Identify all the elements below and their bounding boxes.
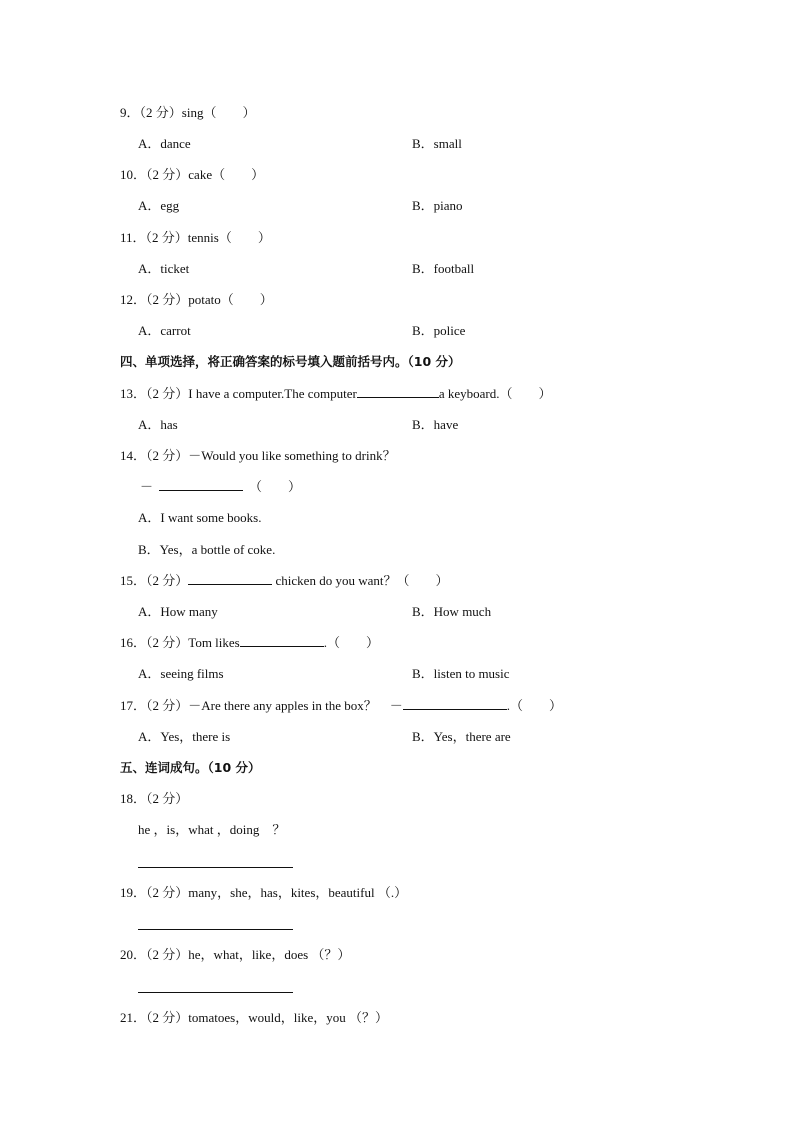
answer-blank[interactable] — [357, 385, 439, 398]
q19-answer-line[interactable] — [138, 929, 293, 930]
q9-option-b: B．small — [412, 136, 462, 151]
question-score: （2 分） — [146, 635, 189, 650]
question-score: （2 分） — [146, 386, 189, 401]
question-number: 21． — [120, 1010, 147, 1025]
q15-option-a: A．How many — [138, 604, 218, 619]
question-11 — [120, 229, 271, 247]
question-number: 11． — [120, 230, 146, 245]
question-17 — [120, 697, 562, 715]
question-20 — [120, 946, 350, 964]
q11-option-b: B．football — [412, 261, 475, 276]
question-number: 12． — [120, 292, 147, 307]
question-text: he，what，like，does （？） — [188, 947, 351, 962]
question-14-answer-line — [140, 478, 301, 496]
question-16 — [120, 634, 379, 652]
question-score: （2 分） — [146, 791, 189, 806]
section-5-heading: 五、连词成句。（10 分） — [120, 760, 261, 775]
answer-blank[interactable] — [159, 478, 243, 491]
question-text: tennis（ ） — [187, 230, 271, 245]
question-text: tomatoes，would，like，you （？） — [188, 1010, 388, 1025]
question-text-post: .（ ） — [323, 635, 379, 650]
question-score: （2 分） — [146, 1010, 189, 1025]
question-score: （2 分） — [139, 105, 182, 120]
question-number: 16． — [120, 635, 147, 650]
question-text-post: chicken do you want？（ ） — [272, 573, 449, 588]
q12-option-a: A．carrot — [138, 323, 191, 338]
dash: － — [140, 479, 154, 494]
paren: （ ） — [249, 479, 302, 494]
question-text: many，she，has，kites，beautiful （.） — [188, 885, 408, 900]
question-number: 17． — [120, 698, 147, 713]
question-number: 20． — [120, 947, 147, 962]
q14-option-a: A．I want some books. — [138, 510, 262, 525]
question-15 — [120, 572, 448, 590]
question-score: （2 分） — [146, 947, 189, 962]
question-number: 9． — [120, 105, 140, 120]
q13-option-a: A．has — [138, 417, 178, 432]
q15-option-b: B．How much — [412, 604, 492, 619]
question-12 — [120, 291, 273, 309]
question-13 — [120, 385, 552, 403]
question-number: 18． — [120, 791, 147, 806]
q17-option-a: A．Yes，there is — [138, 729, 231, 744]
question-text: －Would you like something to drink？ — [188, 448, 396, 463]
question-10 — [120, 166, 264, 184]
q12-option-b: B．police — [412, 323, 466, 338]
question-text-post: a keyboard.（ ） — [438, 386, 552, 401]
question-number: 13． — [120, 386, 147, 401]
answer-blank[interactable] — [240, 634, 324, 647]
question-18 — [120, 790, 188, 808]
q11-option-a: A．ticket — [138, 261, 190, 276]
question-14 — [120, 447, 396, 465]
question-score: （2 分） — [146, 698, 189, 713]
question-score: （2 分） — [146, 167, 189, 182]
question-score: （2 分） — [146, 573, 189, 588]
q10-option-b: B．piano — [412, 198, 463, 213]
q17-option-b: B．Yes，there are — [412, 729, 511, 744]
q9-option-a: A．dance — [138, 136, 191, 151]
question-number: 14． — [120, 448, 147, 463]
section-4-heading: 四、单项选择，将正确答案的标号填入题前括号内。（10 分） — [120, 354, 461, 369]
question-score: （2 分） — [146, 292, 189, 307]
q18-answer-line[interactable] — [138, 867, 293, 868]
question-number: 15． — [120, 573, 147, 588]
q16-option-a: A．seeing films — [138, 666, 224, 681]
question-19 — [120, 884, 407, 902]
question-score: （2 分） — [146, 885, 189, 900]
question-number: 19． — [120, 885, 147, 900]
q14-option-b: B．Yes，a bottle of coke. — [138, 542, 276, 557]
question-score: （2 分） — [146, 448, 189, 463]
question-text-post: .（ ） — [506, 698, 562, 713]
q18-words: he ，is，what ，doing ？ — [138, 822, 286, 837]
q20-answer-line[interactable] — [138, 992, 293, 993]
q16-option-b: B．listen to music — [412, 666, 510, 681]
answer-blank[interactable] — [403, 697, 507, 710]
question-score: （2 分） — [145, 230, 188, 245]
question-text: sing（ ） — [181, 105, 256, 120]
question-text-pre: Tom likes — [188, 635, 240, 650]
question-text-pre: I have a computer.The computer — [188, 386, 357, 401]
question-text: cake（ ） — [188, 167, 265, 182]
question-21 — [120, 1009, 388, 1027]
question-text-pre: －Are there any apples in the box？ － — [188, 698, 403, 713]
answer-blank[interactable] — [188, 572, 272, 585]
question-number: 10． — [120, 167, 147, 182]
question-text: potato（ ） — [188, 292, 273, 307]
q13-option-b: B．have — [412, 417, 459, 432]
question-9 — [120, 104, 255, 122]
q10-option-a: A．egg — [138, 198, 180, 213]
